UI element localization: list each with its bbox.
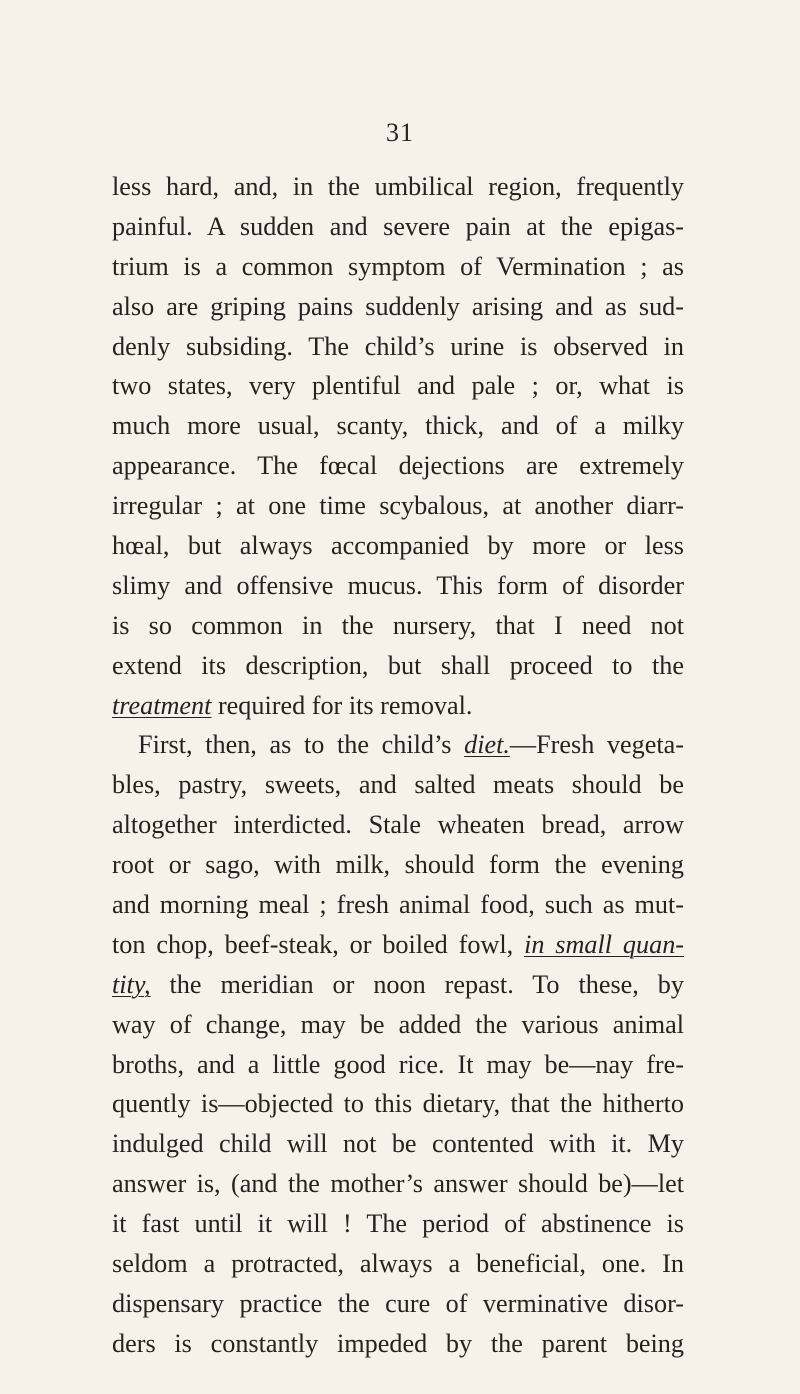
italic-word-diet: diet.	[464, 730, 510, 760]
body-text	[112, 167, 684, 1364]
line-text: First, then, as to the child’s	[138, 730, 465, 760]
text-line: quently is—objected to this dietary, that the hitherto	[112, 1089, 684, 1119]
text-line	[112, 925, 684, 965]
text-line: denly subsiding. The child’s urine is observed in	[112, 331, 684, 361]
text-line: it fast until it will ! The period of abstinence is	[112, 1209, 684, 1239]
text-line: appearance. The fœcal dejections are extremely	[112, 451, 684, 481]
line-text: required for its removal.	[211, 690, 473, 720]
italic-word-treatment: treatment	[112, 690, 212, 720]
paragraph-start-line	[112, 725, 684, 765]
text-line: also are griping pains suddenly arising and as sud-	[112, 291, 684, 321]
page-number: 31	[386, 118, 414, 147]
text-line: seldom a protracted, always a beneficial, one. In	[112, 1249, 684, 1279]
line-text: the meridian or noon repast. To these, by	[150, 969, 684, 999]
text-line: extend its description, but shall proceed to the	[112, 650, 684, 680]
text-line: painful. A sudden and severe pain at the epigas-	[112, 211, 684, 241]
text-line: trium is a common symptom of Vermination ; as	[112, 251, 684, 281]
text-line: answer is, (and the mother’s answer should be)—let	[112, 1169, 684, 1199]
text-line: irregular ; at one time scybalous, at another diarr-	[112, 491, 684, 521]
text-line: altogether interdicted. Stale wheaten bread, arrow	[112, 810, 684, 840]
line-text: ton chop, beef-steak, or boiled fowl,	[112, 929, 525, 959]
text-line: ders is constantly impeded by the parent being	[112, 1328, 684, 1358]
text-line	[112, 965, 684, 1005]
text-line: broths, and a little good rice. It may be—nay fre-	[112, 1049, 684, 1079]
text-line: and morning meal ; fresh animal food, such as mut-	[112, 890, 684, 920]
italic-phrase-small-quantity: in small quan-	[524, 929, 685, 959]
text-line: root or sago, with milk, should form the evening	[112, 850, 684, 880]
text-line: bles, pastry, sweets, and salted meats should be	[112, 770, 684, 800]
text-line: way of change, may be added the various animal	[112, 1009, 684, 1039]
text-line: less hard, and, in the umbilical region, frequently	[112, 172, 684, 201]
line-text: —Fresh vegeta-	[509, 730, 685, 760]
text-line: indulged child will not be contented with it. My	[112, 1129, 684, 1159]
text-line: slimy and offensive mucus. This form of disorder	[112, 570, 684, 600]
text-line: is so common in the nursery, that I need not	[112, 610, 684, 640]
text-line: hœal, but always accompanied by more or less	[112, 531, 684, 561]
text-line: two states, very plentiful and pale ; or, what is	[112, 371, 684, 401]
italic-word-tity: tity,	[112, 969, 151, 999]
text-line: dispensary practice the cure of verminative disor-	[112, 1288, 684, 1318]
text-line	[112, 686, 684, 726]
text-line: much more usual, scanty, thick, and of a milky	[112, 411, 684, 441]
